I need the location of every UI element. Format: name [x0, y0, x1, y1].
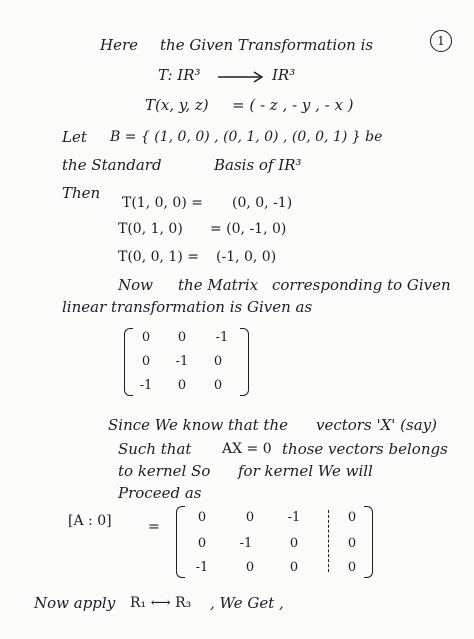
matrix2-cell: -1: [239, 536, 253, 551]
line1-text: the Given Transformation is: [160, 36, 374, 54]
line13-equation: AX = 0: [222, 441, 272, 457]
matrix1-cell: -1: [175, 354, 189, 369]
matrix1-left-bracket: [124, 328, 133, 396]
matrix2-cell: 0: [289, 560, 299, 575]
line13-such-that: Such that: [118, 440, 192, 458]
line17-we-get: , We Get ,: [210, 594, 284, 612]
matrix2-right-bracket: [364, 506, 373, 578]
augmented-label: [A : 0]: [68, 513, 112, 529]
line10-corresponding: corresponding to Given: [272, 276, 451, 294]
line4-let: Let: [62, 128, 87, 146]
matrix2-cell: 0: [347, 560, 357, 575]
maps-to-arrow-icon: [216, 70, 266, 84]
line11-text: linear transformation is Given as: [62, 298, 313, 316]
line17-row-swap: R₁ ⟷ R₃: [130, 595, 192, 611]
line5-standard: the Standard: [62, 156, 162, 174]
matrix1-cell: 0: [177, 378, 187, 393]
matrix2-cell: 0: [347, 510, 357, 525]
line9-lhs: T(0, 0, 1) =: [118, 249, 199, 265]
matrix2-cell: -1: [195, 560, 209, 575]
line10-now: Now: [118, 276, 153, 294]
line13-belongs: those vectors belongs: [282, 440, 448, 458]
matrix2-cell: 0: [245, 510, 255, 525]
line7-rhs: (0, 0, -1): [232, 195, 293, 211]
matrix1-cell: 0: [141, 330, 151, 345]
line4-basis-set: B = { (1, 0, 0) , (0, 1, 0) , (0, 0, 1) } be: [110, 129, 383, 145]
line9-rhs: (-1, 0, 0): [216, 249, 277, 265]
line2-domain: T: IR³: [158, 66, 201, 84]
line2-codomain: IR³: [272, 66, 296, 84]
matrix2-cell: 0: [197, 536, 207, 551]
line12-text: Since We know that the: [108, 416, 288, 434]
line8-rhs: = (0, -1, 0): [210, 221, 287, 237]
matrix1-cell: 0: [213, 378, 223, 393]
line3-rhs: = ( - z , - y , - x ): [232, 96, 354, 114]
line3-lhs: T(x, y, z): [145, 96, 209, 114]
matrix1-cell: -1: [139, 378, 153, 393]
line14-for-kernel: for kernel We will: [238, 462, 373, 480]
matrix1-cell: 0: [213, 354, 223, 369]
matrix1-cell: 0: [177, 330, 187, 345]
matrix2-cell: 0: [245, 560, 255, 575]
line17-now-apply: Now apply: [34, 594, 116, 612]
matrix1-cell: 0: [141, 354, 151, 369]
matrix1-cell: -1: [215, 330, 229, 345]
line15-proceed: Proceed as: [118, 484, 202, 502]
matrix2-cell: 0: [289, 536, 299, 551]
matrix2-cell: 0: [197, 510, 207, 525]
line8-lhs: T(0, 1, 0): [118, 221, 183, 237]
augment-divider: [328, 510, 329, 572]
matrix2-cell: -1: [287, 510, 301, 525]
matrix2-left-bracket: [176, 506, 185, 578]
line10-matrix: the Matrix: [178, 276, 259, 294]
line7-lhs: T(1, 0, 0) =: [122, 195, 203, 211]
matrix1-right-bracket: [240, 328, 249, 396]
page-number: 1: [430, 30, 452, 52]
line5-basis: Basis of IR³: [214, 156, 302, 174]
line12-vectors: vectors 'X' (say): [316, 416, 437, 434]
line6-then: Then: [62, 184, 101, 202]
matrix2-cell: 0: [347, 536, 357, 551]
line1-word-here: Here: [100, 36, 139, 54]
line14-kernel: to kernel So: [118, 462, 211, 480]
augmented-equals: =: [148, 519, 160, 535]
